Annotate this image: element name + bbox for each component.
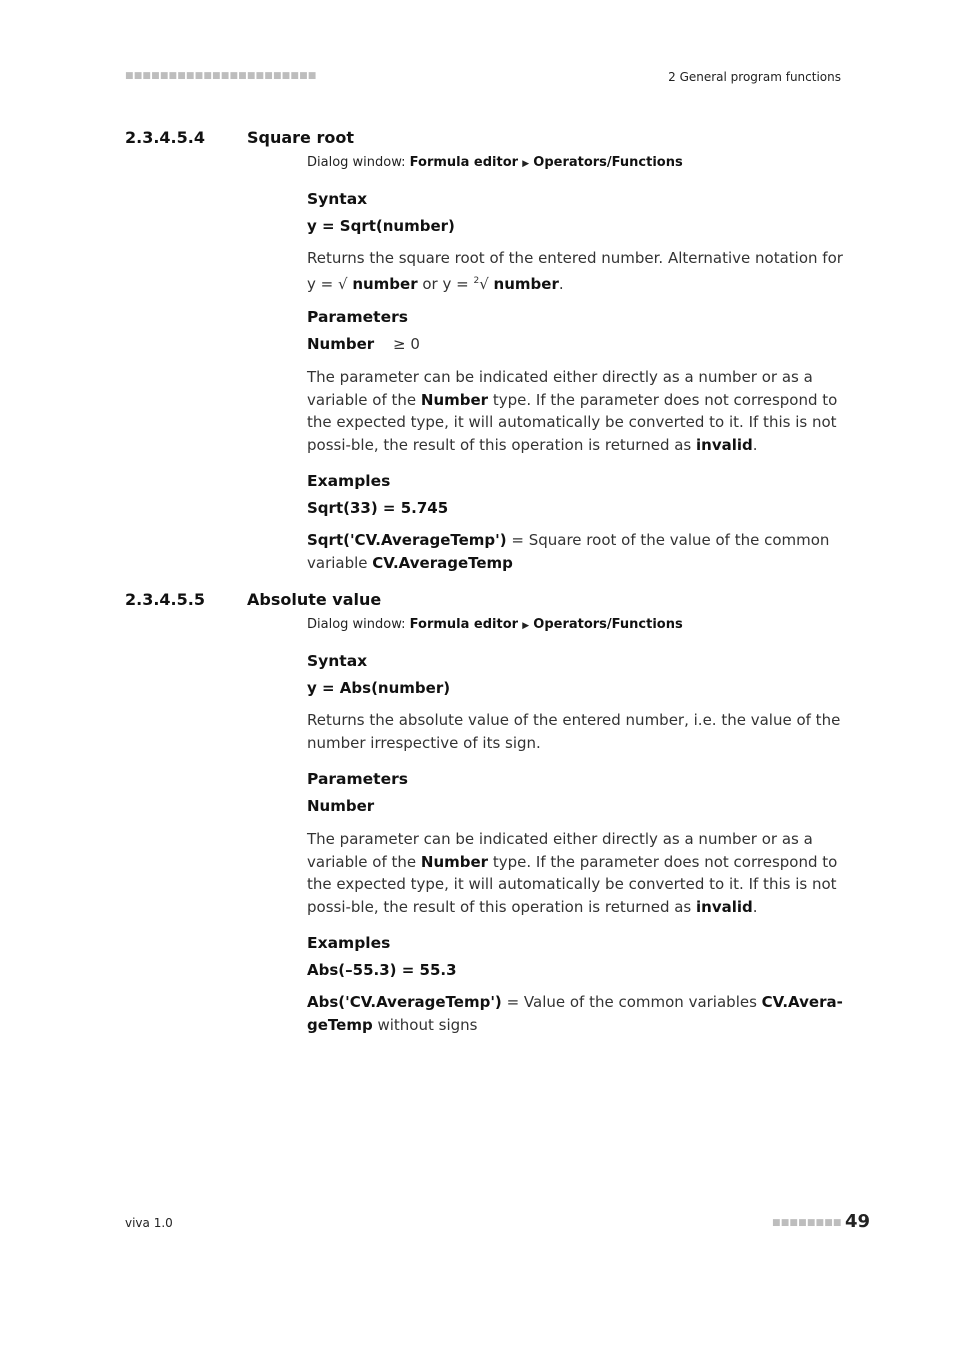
dialog-path: Dialog window: Formula editor ▶ Operators/Functions [307,155,683,170]
description: Returns the square root of the entered number. Alternative notation for y = √ number or y = $^2$√ number. [307,249,843,293]
examples-heading: Examples [307,934,391,952]
parameter-name: Number [307,797,375,815]
parameter-description: The parameter can be indicated either directly as a number or as a variable of the Number type. If the parameter does not correspond to the expected type, it will automatically be converted to it. If this is not possi-ble, the result of this operation is returned as invalid. [307,830,838,916]
arrow-icon: ▶ [522,159,530,169]
footer-decoration: ■■■■■■■■ [772,1218,842,1228]
arrow-icon: ▶ [522,621,530,631]
parameter-range: ≥ 0 [393,335,420,353]
parameter-name: Number [307,335,375,353]
section-number: 2.3.4.5.4 [125,128,205,147]
section-number: 2.3.4.5.5 [125,590,205,609]
chapter-title: 2 General program functions [668,70,841,84]
section-title: Square root [247,128,354,147]
syntax-heading: Syntax [307,652,368,670]
example-2: Abs('CV.AverageTemp') = Value of the common variables CV.Avera-geTemp without signs [307,993,843,1034]
description: Returns the absolute value of the entered number, i.e. the value of the number irrespective of its sign. [307,711,841,752]
page-number: 49 [845,1211,871,1232]
examples-heading: Examples [307,472,391,490]
parameter-row [307,333,847,356]
parameters-heading: Parameters [307,770,408,788]
syntax-code: y = Abs(number) [307,679,451,697]
header-decoration: ■■■■■■■■■■■■■■■■■■■■■■ [125,71,317,81]
dialog-path: Dialog window: Formula editor ▶ Operators/Functions [307,617,683,632]
section-title: Absolute value [247,590,382,609]
product-version: viva 1.0 [125,1216,173,1230]
syntax-code: y = Sqrt(number) [307,217,455,235]
example-1: Sqrt(33) = 5.745 [307,499,449,517]
example-2: Sqrt('CV.AverageTemp') = Square root of the value of the common variable CV.AverageTemp [307,531,830,572]
syntax-heading: Syntax [307,190,368,208]
parameters-heading: Parameters [307,308,408,326]
example-1: Abs(–55.3) = 55.3 [307,961,457,979]
parameter-description: The parameter can be indicated either directly as a number or as a variable of the Number type. If the parameter does not correspond to the expected type, it will automatically be converted to it. If this is not possi-ble, the result of this operation is returned as invalid. [307,368,838,454]
